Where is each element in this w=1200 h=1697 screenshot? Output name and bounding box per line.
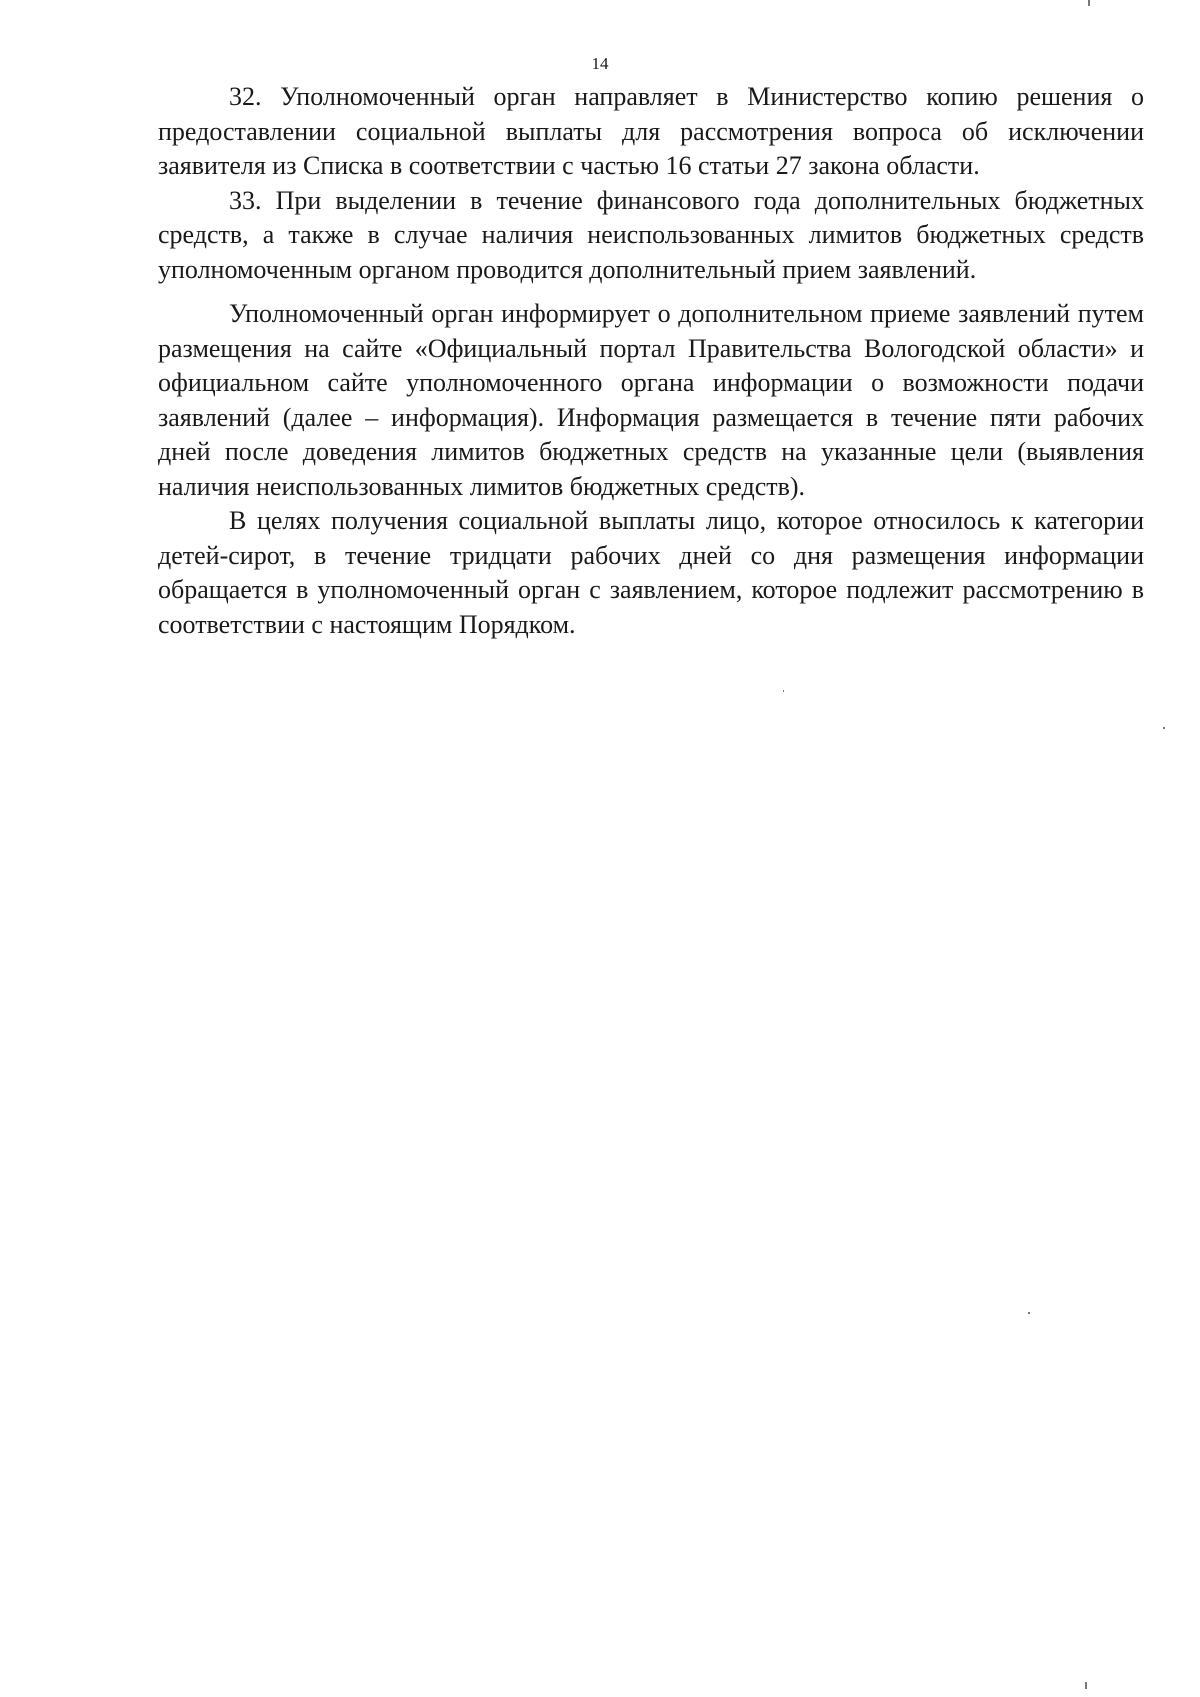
- scan-speck: [1163, 727, 1165, 729]
- scan-speck: [783, 690, 784, 692]
- scan-speck: [1028, 1312, 1030, 1314]
- document-body: [158, 80, 1144, 642]
- paragraph-application-deadline: В целях получения социальной выплаты лицо, которое относилось к категории детей-сирот, в течение тридцати рабочих дней со дня размещения информации обращается в уполномоченный орган с заявлением, которое подлежит рассмотрению в соответствии с настоящим Порядком.: [158, 506, 1144, 639]
- scan-speck: [1088, 0, 1090, 6]
- paragraph-32: 32. Уполномоченный орган направляет в Министерство копию решения о предоставлении социальной выплаты для рассмотрения вопроса об исключении заявителя из Списка в соответствии с частью 16 статьи 27 закона области.: [158, 82, 1144, 180]
- scan-speck: [1085, 1682, 1087, 1689]
- paragraph-additional-reception-info: Уполномоченный орган информирует о дополнительном приеме заявлений путем размещения на сайте «Официальный портал Правительства Вологодской области» и официальном сайте уполномоченного органа информации о возможности подачи заявлений (далее – информация). Информация размещается в течение пяти рабочих дней после доведения лимитов бюджетных средств на указанные цели (выявления наличия неиспользованных лимитов бюджетных средств).: [158, 299, 1144, 501]
- page-number: 14: [591, 54, 609, 73]
- paragraph-33: 33. При выделении в течение финансового года дополнительных бюджетных средств, а также в случае наличия неиспользованных лимитов бюджетных средств уполномоченным органом проводится дополнительный прием заявлений.: [158, 185, 1144, 284]
